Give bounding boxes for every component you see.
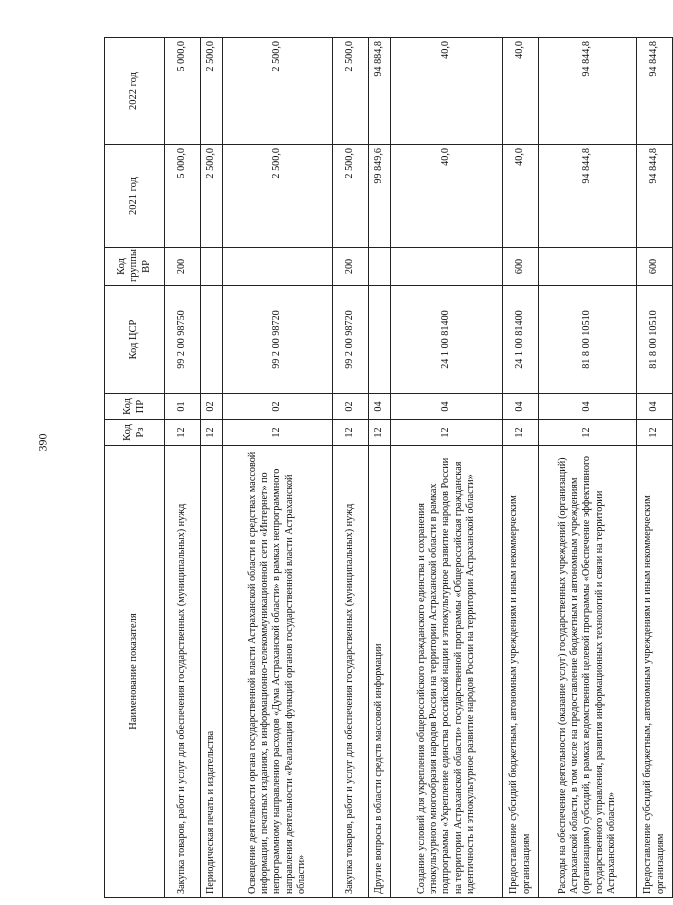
row-pr: 04 — [369, 394, 391, 420]
row-pr: 02 — [223, 394, 333, 420]
row-pr: 01 — [165, 394, 201, 420]
table-row — [369, 38, 391, 898]
row-2021: 2 500,0 — [223, 145, 333, 248]
row-csr: 81 8 00 10510 — [637, 286, 673, 394]
row-2022: 94 884,8 — [369, 38, 391, 145]
row-2021: 94 844,8 — [637, 145, 673, 248]
row-csr — [369, 286, 391, 394]
row-rz: 12 — [333, 420, 369, 446]
row-vr: 600 — [503, 248, 539, 286]
table-header-row — [105, 38, 165, 898]
row-2022: 40,0 — [503, 38, 539, 145]
row-2022: 2 500,0 — [333, 38, 369, 145]
table-row — [223, 38, 333, 898]
header-2022: 2022 год — [105, 38, 165, 145]
row-vr — [201, 248, 223, 286]
table-row — [503, 38, 539, 898]
row-name: Периодическая печать и издательства — [201, 446, 223, 898]
row-2021: 99 849,6 — [369, 145, 391, 248]
row-2022: 94 844,8 — [637, 38, 673, 145]
row-2021: 2 500,0 — [201, 145, 223, 248]
table-row — [201, 38, 223, 898]
row-2022: 40,0 — [391, 38, 503, 145]
row-csr: 99 2 00 98750 — [165, 286, 201, 394]
row-pr: 02 — [333, 394, 369, 420]
row-2021: 5 000,0 — [165, 145, 201, 248]
header-pr: Код ПР — [105, 394, 165, 420]
row-name: Создание условий для укрепления общероссийского гражданского единства и сохранения этнокультурного многообразия народов России на территории Астраханской области в рамках подпрограммы «Укрепление единства российской нации и этнокультурное развитие народов России на территории Астраханской области» государственной программы «Общероссийская гражданская идентичность и этнокультурное развитие народов России на территории Астраханской области» — [391, 446, 503, 898]
table-row — [391, 38, 503, 898]
row-vr — [369, 248, 391, 286]
row-pr: 02 — [201, 394, 223, 420]
row-name: Закупка товаров, работ и услуг для обеспечения государственных (муниципальных) нужд — [165, 446, 201, 898]
header-name: Наименование показателя — [105, 446, 165, 898]
header-vr: Код группы ВР — [105, 248, 165, 286]
row-2022: 2 500,0 — [223, 38, 333, 145]
rotated-table-container — [104, 38, 666, 898]
row-2021: 2 500,0 — [333, 145, 369, 248]
row-pr: 04 — [391, 394, 503, 420]
row-name: Предоставление субсидий бюджетным, автономным учреждениям и иным некоммерческим организациям — [637, 446, 673, 898]
row-rz: 12 — [223, 420, 333, 446]
row-rz: 12 — [369, 420, 391, 446]
row-csr — [201, 286, 223, 394]
row-name: Расходы на обеспечение деятельности (оказание услуг) государственных учреждений (организаций) Астраханской области, в том числе на предоставление бюджетным и автономным учреждениям (организациям) субсидий, в рамках ведомственной целевой программы «Обеспечение эффективного государственного управления, развития информационных технологий и связи на территории Астраханской области» — [539, 446, 637, 898]
row-name: Освещение деятельности органа государственной власти Астраханской области в средствах массовой информации, печатных изданиях, в информационно-телекоммуникационной сети «Интернет» по непрограммному направлению расходов «Дума Астраханской области» в рамках непрограммного направления деятельности «Реализация функций органов государственной власти Астраханской области» — [223, 446, 333, 898]
table-row — [333, 38, 369, 898]
row-pr: 04 — [503, 394, 539, 420]
row-vr — [539, 248, 637, 286]
row-csr: 24 1 00 81400 — [503, 286, 539, 394]
budget-table — [104, 37, 673, 898]
row-rz: 12 — [503, 420, 539, 446]
row-name: Предоставление субсидий бюджетным, автономным учреждениям и иным некоммерческим организациям — [503, 446, 539, 898]
row-vr — [223, 248, 333, 286]
table-row — [539, 38, 637, 898]
row-rz: 12 — [391, 420, 503, 446]
row-name: Закупка товаров, работ и услуг для обеспечения государственных (муниципальных) нужд — [333, 446, 369, 898]
row-csr: 99 2 00 98720 — [223, 286, 333, 394]
header-rz: Код Рз — [105, 420, 165, 446]
row-pr: 04 — [637, 394, 673, 420]
header-2021: 2021 год — [105, 145, 165, 248]
row-vr: 200 — [333, 248, 369, 286]
table-row — [637, 38, 673, 898]
row-vr — [391, 248, 503, 286]
row-2021: 40,0 — [503, 145, 539, 248]
row-2021: 40,0 — [391, 145, 503, 248]
row-csr: 81 8 00 10510 — [539, 286, 637, 394]
row-rz: 12 — [165, 420, 201, 446]
row-2022: 2 500,0 — [201, 38, 223, 145]
row-name: Другие вопросы в области средств массовой информации — [369, 446, 391, 898]
row-rz: 12 — [201, 420, 223, 446]
row-pr: 04 — [539, 394, 637, 420]
page-number: 390 — [35, 433, 50, 452]
table-row — [165, 38, 201, 898]
row-2021: 94 844,8 — [539, 145, 637, 248]
header-csr: Код ЦСР — [105, 286, 165, 394]
row-2022: 5 000,0 — [165, 38, 201, 145]
row-2022: 94 844,8 — [539, 38, 637, 145]
row-rz: 12 — [637, 420, 673, 446]
row-csr: 99 2 00 98720 — [333, 286, 369, 394]
row-rz: 12 — [539, 420, 637, 446]
row-vr: 200 — [165, 248, 201, 286]
row-vr: 600 — [637, 248, 673, 286]
row-csr: 24 1 00 81400 — [391, 286, 503, 394]
